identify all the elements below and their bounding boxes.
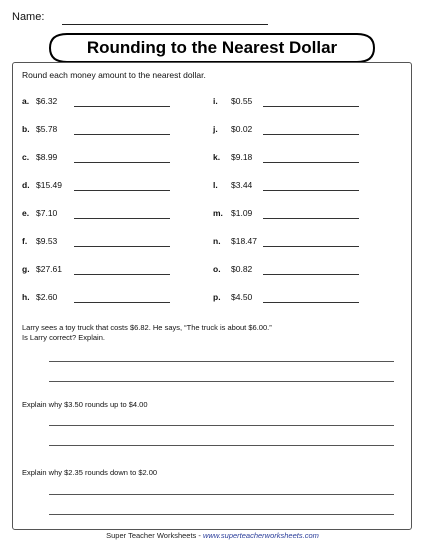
problem-amount: $7.10 — [36, 208, 58, 218]
problem-amount: $3.44 — [231, 180, 253, 190]
question-text-2: Is Larry correct? Explain. — [22, 333, 105, 342]
answer-line[interactable] — [263, 162, 359, 163]
answer-line[interactable] — [263, 134, 359, 135]
instructions: Round each money amount to the nearest dollar. — [22, 70, 206, 80]
question-text: Explain why $3.50 rounds up to $4.00 — [22, 400, 148, 409]
problem-amount: $9.18 — [231, 152, 253, 162]
problem-amount: $27.61 — [36, 264, 62, 274]
problem-amount: $5.78 — [36, 124, 58, 134]
answer-line[interactable] — [263, 274, 359, 275]
problem-letter: c. — [22, 152, 30, 162]
footer — [0, 531, 425, 540]
problem-letter: b. — [22, 124, 30, 134]
problem-letter: j. — [213, 124, 218, 134]
writing-line[interactable] — [49, 445, 394, 446]
writing-line[interactable] — [49, 494, 394, 495]
problem-amount: $15.49 — [36, 180, 62, 190]
problem-amount: $18.47 — [231, 236, 257, 246]
problem-amount: $4.50 — [231, 292, 253, 302]
problem-amount: $0.55 — [231, 96, 253, 106]
problem-amount: $2.60 — [36, 292, 58, 302]
problem-letter: o. — [213, 264, 221, 274]
question-2-35 — [22, 468, 157, 478]
answer-line[interactable] — [74, 274, 170, 275]
question-text: Explain why $2.35 rounds down to $2.00 — [22, 468, 158, 477]
answer-line[interactable] — [263, 190, 359, 191]
writing-line[interactable] — [49, 381, 394, 382]
answer-line[interactable] — [74, 246, 170, 247]
problem-amount: $9.53 — [36, 236, 58, 246]
problem-amount: $8.99 — [36, 152, 58, 162]
question-text: Larry sees a toy truck that costs $6.82. He says, “The truck is about $6.00.” — [22, 323, 272, 332]
page-title: Rounding to the Nearest Dollar — [86, 38, 338, 57]
writing-line[interactable] — [49, 514, 394, 515]
writing-line[interactable] — [49, 361, 394, 362]
problem-letter: a. — [22, 96, 30, 106]
footer-link[interactable]: www.superteacherworksheets.com — [202, 531, 319, 540]
answer-line[interactable] — [263, 302, 359, 303]
name-line — [62, 24, 268, 25]
question-larry — [22, 323, 272, 343]
answer-line[interactable] — [263, 218, 359, 219]
problem-letter: d. — [22, 180, 30, 190]
writing-line[interactable] — [49, 425, 394, 426]
answer-line[interactable] — [74, 190, 170, 191]
worksheet-box — [12, 62, 412, 530]
problem-letter: g. — [22, 264, 30, 274]
footer-text: Super Teacher Worksheets - — [106, 531, 203, 540]
answer-line[interactable] — [74, 134, 170, 135]
problem-letter: e. — [22, 208, 30, 218]
problem-letter: p. — [213, 292, 221, 302]
problem-amount: $6.32 — [36, 96, 58, 106]
title-banner — [49, 33, 375, 63]
name-label: Name: — [12, 11, 45, 23]
problem-amount: $1.09 — [231, 208, 253, 218]
problem-letter: h. — [22, 292, 30, 302]
answer-line[interactable] — [263, 106, 359, 107]
answer-line[interactable] — [74, 218, 170, 219]
problem-amount: $0.82 — [231, 264, 253, 274]
problem-amount: $0.02 — [231, 124, 253, 134]
problem-letter: m. — [213, 208, 223, 218]
problem-letter: l. — [213, 180, 218, 190]
answer-line[interactable] — [74, 106, 170, 107]
problem-letter: f. — [22, 236, 28, 246]
answer-line[interactable] — [74, 302, 170, 303]
problem-letter: n. — [213, 236, 221, 246]
question-3-50 — [22, 400, 148, 410]
answer-line[interactable] — [263, 246, 359, 247]
answer-line[interactable] — [74, 162, 170, 163]
problem-letter: k. — [213, 152, 221, 162]
problem-letter: i. — [213, 96, 218, 106]
